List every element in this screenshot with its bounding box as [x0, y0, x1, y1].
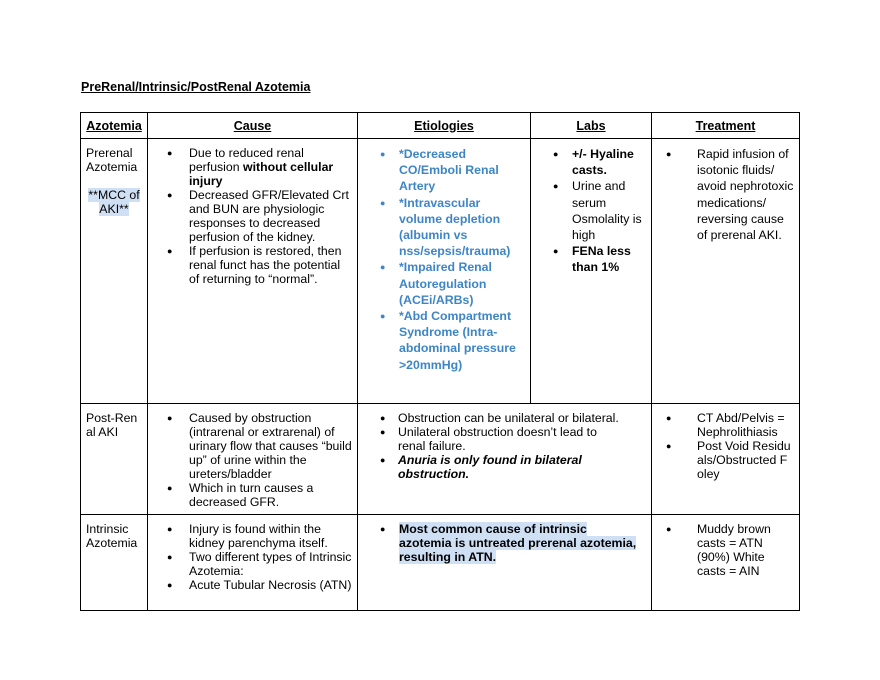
list-item: [358, 522, 646, 564]
table-header-row: [81, 113, 800, 139]
list-item: ● Injury is found within the kidney parenchyma itself.: [153, 522, 352, 550]
row-label-postrenal: [81, 404, 148, 515]
mcc-note: **MCC of AKI**: [88, 188, 140, 216]
etiologies-labs-cell-postrenal: [358, 404, 652, 515]
treatment-cell-postrenal: [652, 404, 800, 515]
list-item: ● Two different types of Intrinsic Azotemia:: [153, 550, 352, 578]
list-item: ● Obstruction can be unilateral or bilateral.: [358, 411, 646, 425]
header-etiologies: Etiologies: [358, 113, 531, 139]
etiologies-cell-prerenal: [358, 139, 531, 404]
list-item: ● Decreased GFR/Elevated Crt and BUN are physiologic responses to decreased perfusion of the kidney.: [153, 188, 352, 244]
list-item: ● *Decreased CO/Emboli Renal Artery: [358, 146, 525, 195]
cause-cell-intrinsic: [148, 515, 358, 611]
azotemia-table: [80, 112, 800, 611]
row-label-intrinsic: [81, 515, 148, 611]
list-item: ● If perfusion is restored, then renal funct has the potential of returning to “normal”.: [153, 244, 352, 286]
treatment-cell-intrinsic: [652, 515, 800, 611]
list-item: ● Rapid infusion of isotonic fluids/ avoid nephrotoxic medications/ reversing cause of prerenal AKI.: [652, 146, 794, 243]
list-item: ● CT Abd/Pelvis = Nephrolithiasis: [652, 411, 794, 439]
list-item: ● +/- Hyaline casts.: [531, 146, 646, 178]
list-item: ● Urine and serum Osmolality is high: [531, 178, 646, 243]
list-item: ● Which in turn causes a decreased GFR.: [153, 481, 352, 509]
etiologies-labs-cell-intrinsic: [358, 515, 652, 611]
treatment-cell-prerenal: [652, 139, 800, 404]
header-treatment: Treatment: [652, 113, 800, 139]
list-item: ● FENa less than 1%: [531, 243, 646, 275]
cause-cell-prerenal: [148, 139, 358, 404]
list-item: ● *Impaired Renal Autoregulation (ACEi/ARBs): [358, 259, 525, 308]
row-label-prerenal: [81, 139, 148, 404]
page-title: PreRenal/Intrinsic/PostRenal Azotemia: [81, 80, 311, 94]
list-item: ● Due to reduced renal perfusion without cellular injury: [153, 146, 352, 188]
table-row-intrinsic: [81, 515, 800, 611]
header-cause: Cause: [148, 113, 358, 139]
list-item: ● Post Void Residuals/Obstructed Foley: [652, 439, 794, 481]
list-item: ● *Intravascular volume depletion (albumin vs nss/sepsis/trauma): [358, 195, 525, 260]
list-item: ● Anuria is only found in bilateral obstruction.: [358, 453, 646, 481]
row-name: Intrinsic Azotemia: [86, 522, 138, 550]
list-item: ● *Abd Compartment Syndrome (Intra-abdominal pressure >20mmHg): [358, 308, 525, 373]
header-azotemia: Azotemia: [81, 113, 148, 139]
list-item: ● Acute Tubular Necrosis (ATN): [153, 578, 352, 592]
header-labs: Labs: [531, 113, 652, 139]
list-item: ● Muddy brown casts = ATN (90%) White casts = AIN: [652, 522, 794, 578]
table-row-postrenal: [81, 404, 800, 515]
list-item: ● Unilateral obstruction doesn’t lead to renal failure.: [358, 425, 646, 453]
list-item: ● Caused by obstruction (intrarenal or extrarenal) of urinary flow that causes “build up” of urine within the ureters/bladder: [153, 411, 352, 481]
table-row-prerenal: [81, 139, 800, 404]
row-name: Prerenal Azotemia: [86, 146, 138, 174]
cause-cell-postrenal: [148, 404, 358, 515]
labs-cell-prerenal: [531, 139, 652, 404]
row-name: Post-Renal AKI: [86, 411, 138, 439]
highlighted-text: Most common cause of intrinsic azotemia is untreated prerenal azotemia, resulting in ATN.: [399, 522, 637, 564]
